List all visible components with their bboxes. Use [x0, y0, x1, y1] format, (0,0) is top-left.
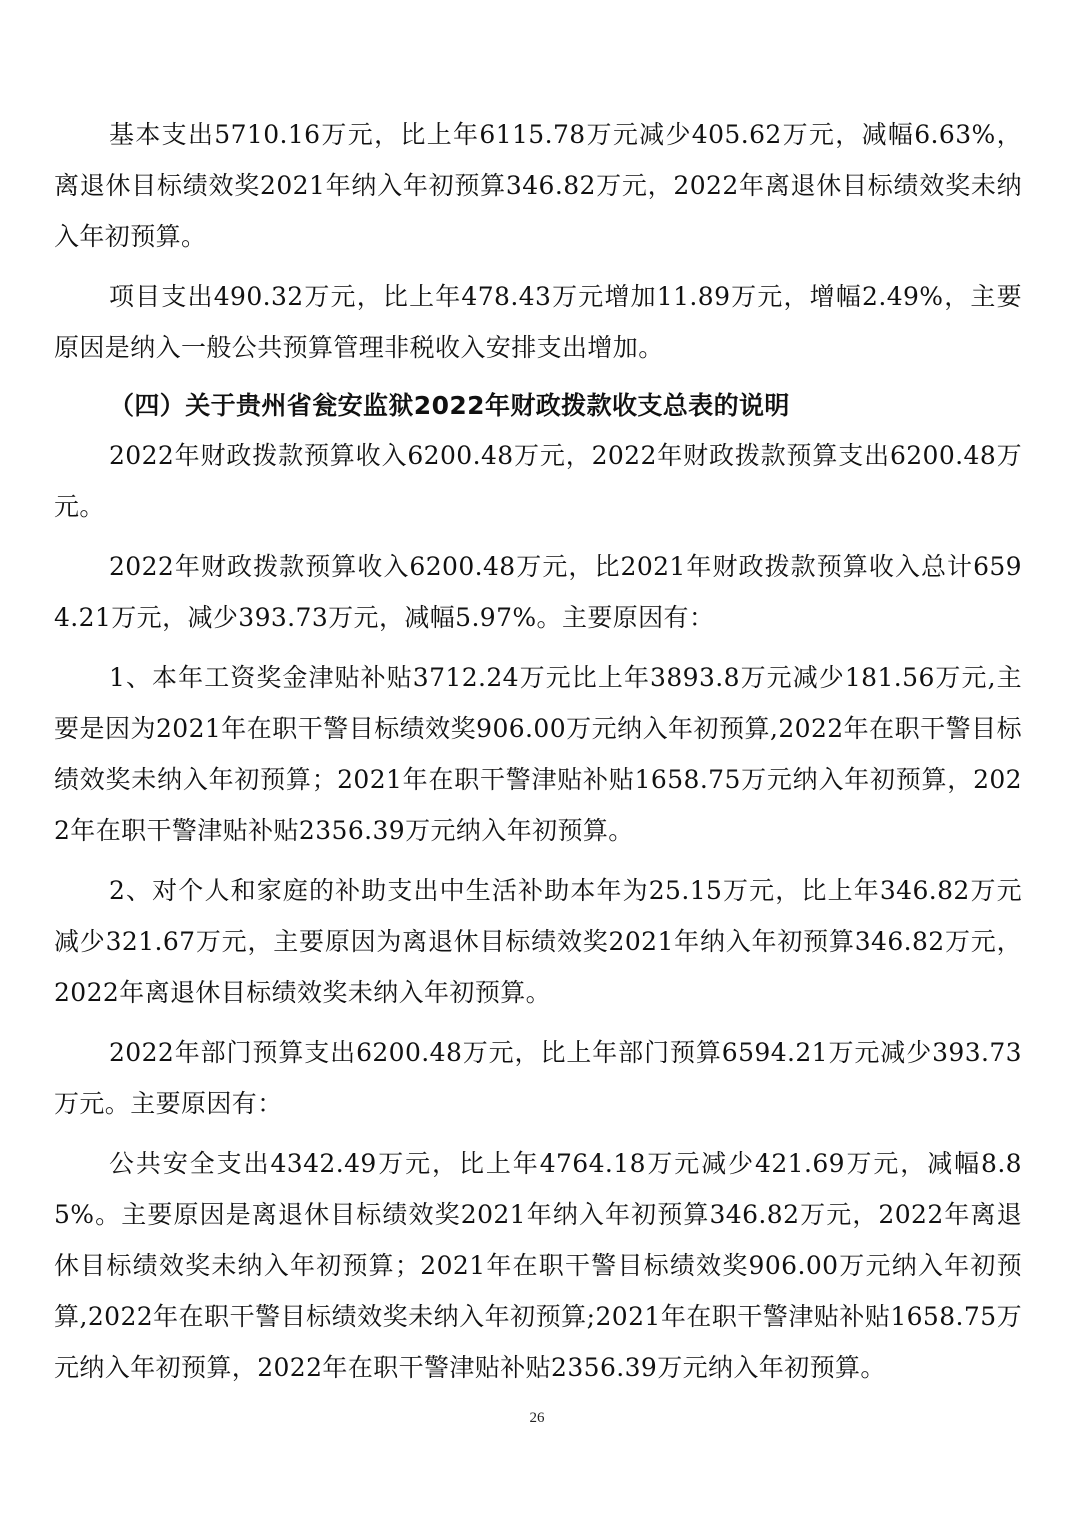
paragraph-public-security: 公共安全支出4342.49万元，比上年4764.18万元减少421.69万元，减幅8.85%。主要原因是离退休目标绩效奖2021年纳入年初预算346.82万元，2022年离退休目标绩效奖未纳入年初预算；2021年在职干警目标绩效奖906.00万元纳入年初预算,2022年在职干警目标绩效奖未纳入年初预算;2021年在职干警津贴补贴1658.75万元纳入年初预算，2022年在职干警津贴补贴2356.39万元纳入年初预算。: [54, 1149, 1022, 1382]
paragraph-basic-expenditure: 基本支出5710.16万元，比上年6115.78万元减少405.62万元，减幅6.63%，离退休目标绩效奖2021年纳入年初预算346.82万元，2022年离退休目标绩效奖未纳入年初预算。: [54, 120, 1022, 251]
paragraph-project-expenditure: 项目支出490.32万元，比上年478.43万元增加11.89万元，增幅2.49%，主要原因是纳入一般公共预算管理非税收入安排支出增加。: [54, 282, 1022, 362]
section-heading: （四）关于贵州省瓮安监狱2022年财政拨款收支总表的说明: [109, 391, 790, 420]
page-number: 26: [529, 1410, 545, 1426]
paragraph-fiscal-appropriation-total: 2022年财政拨款预算收入6200.48万元，2022年财政拨款预算支出6200.48万元。: [54, 441, 1022, 521]
paragraph-department-budget: 2022年部门预算支出6200.48万元，比上年部门预算6594.21万元减少393.73万元。主要原因有：: [54, 1038, 1022, 1118]
document-body: [54, 109, 1022, 1402]
paragraph-reason-subsidy: 2、对个人和家庭的补助支出中生活补助本年为25.15万元，比上年346.82万元减少321.67万元，主要原因为离退休目标绩效奖2021年纳入年初预算346.82万元，2022年离退休目标绩效奖未纳入年初预算。: [54, 876, 1022, 1007]
paragraph-reason-salary: 1、本年工资奖金津贴补贴3712.24万元比上年3893.8万元减少181.56万元,主要是因为2021年在职干警目标绩效奖906.00万元纳入年初预算,2022年在职干警目标绩效奖未纳入年初预算；2021年在职干警津贴补贴1658.75万元纳入年初预算，2022年在职干警津贴补贴2356.39万元纳入年初预算。: [54, 663, 1022, 845]
paragraph-fiscal-appropriation-comparison: 2022年财政拨款预算收入6200.48万元，比2021年财政拨款预算收入总计6594.21万元，减少393.73万元，减幅5.97%。主要原因有：: [54, 552, 1022, 632]
